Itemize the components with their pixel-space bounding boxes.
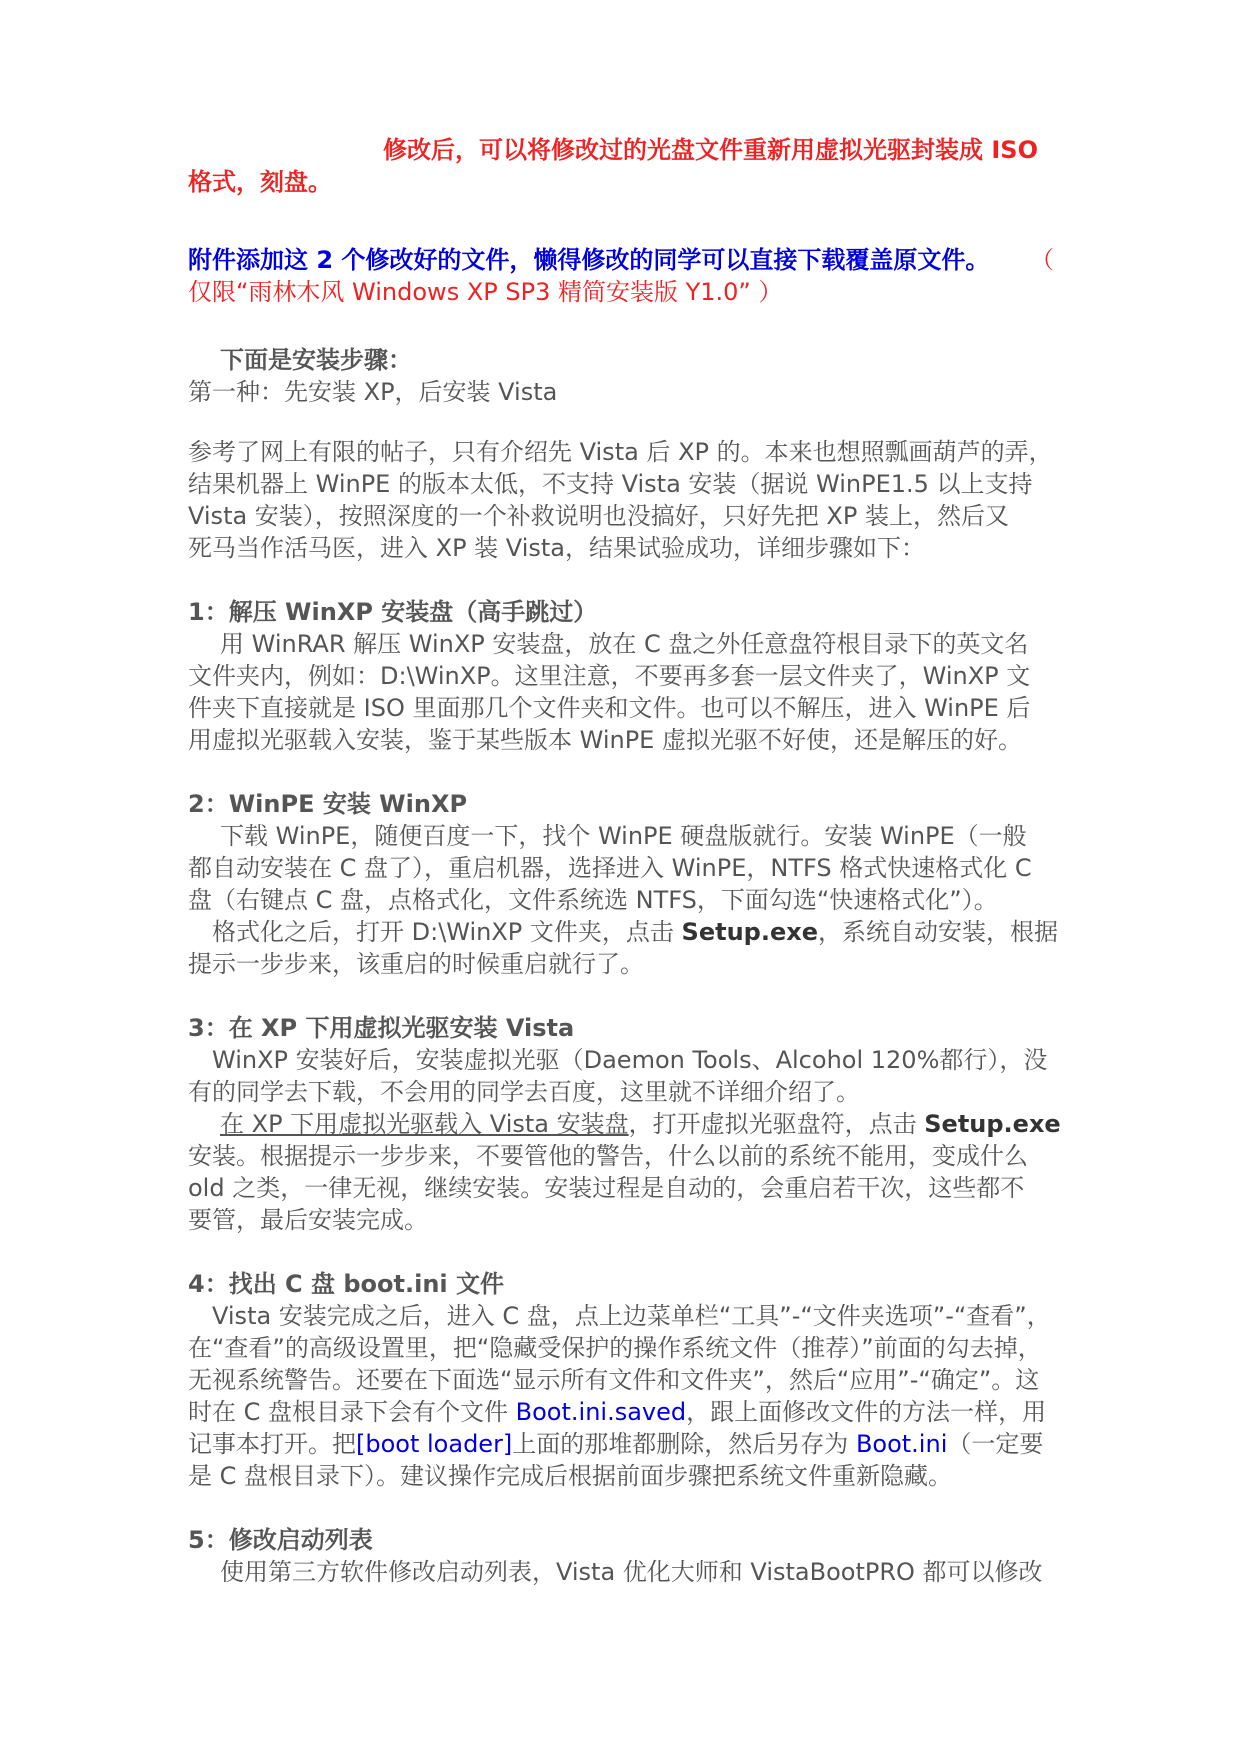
attachment-paren: （ — [1030, 246, 1054, 274]
step2-line-4-post: ，系统自动安装，根据 — [818, 918, 1058, 946]
step4-line-5-mid: 上面的那堆都删除，然后另存为 — [512, 1430, 856, 1458]
step4-line-6: 是 C 盘根目录下）。建议操作完成后根据前面步骤把系统文件重新隐藏。 — [188, 1462, 953, 1490]
step3-line-3-mid: ，打开虚拟光驱盘符，点击 — [628, 1110, 925, 1138]
step3-line-5: old 之类，一律无视，继续安装。安装过程是自动的，会重启若干次，这些都不 — [188, 1174, 1025, 1202]
step4-line-4-post: ，跟上面修改文件的方法一样，用 — [686, 1398, 1047, 1426]
intro-line-2: 格式，刻盘。 — [188, 168, 332, 196]
step1-heading: 1：解压 WinXP 安装盘（高手跳过） — [188, 598, 598, 626]
boot-ini-saved-text: Boot.ini.saved — [515, 1398, 687, 1426]
step5-line-1: 使用第三方软件修改启动列表，Vista 优化大师和 VistaBootPRO 都可以修改 — [220, 1558, 1043, 1586]
para1-line-3: Vista 安装），按照深度的一个补救说明也没搞好，只好先把 XP 装上，然后又 — [188, 502, 1009, 530]
para1-line-4: 死马当作活马医，进入 XP 装 Vista，结果试验成功，详细步骤如下： — [188, 534, 925, 562]
step3-line-6: 要管，最后安装完成。 — [188, 1206, 428, 1234]
steps-title: 下面是安装步骤： — [220, 346, 412, 374]
step3-line-1: WinXP 安装好后，安装虚拟光驱（Daemon Tools、Alcohol 120%都行），没 — [212, 1046, 1048, 1074]
step2-line-1: 下载 WinPE，随便百度一下，找个 WinPE 硬盘版就行。安装 WinPE（一般 — [220, 822, 1027, 850]
attachment-line-1 — [188, 244, 1058, 276]
step4-heading: 4：找出 C 盘 boot.ini 文件 — [188, 1270, 505, 1298]
step2-line-5: 提示一步步来，该重启的时候重启就行了。 — [188, 950, 644, 978]
attachment-line-2: 仅限“雨林木风 Windows XP SP3 精简安装版 Y1.0” ） — [188, 278, 783, 306]
step4-line-2: 在“查看”的高级设置里，把“隐藏受保护的操作系统文件（推荐）”前面的勾去掉， — [188, 1334, 1042, 1362]
step3-underlined-text: 在 XP 下用虚拟光驱载入 Vista 安装盘 — [220, 1110, 629, 1138]
step3-line-2: 有的同学去下载，不会用的同学去百度，这里就不详细介绍了。 — [188, 1078, 860, 1106]
step3-heading: 3：在 XP 下用虚拟光驱安装 Vista — [188, 1014, 575, 1042]
setup-exe-text-2: Setup.exe — [924, 1110, 1061, 1138]
step3-line-4: 安装。根据提示一步步来，不要管他的警告，什么以前的系统不能用，变成什么 — [188, 1142, 1028, 1170]
step2-heading: 2：WinPE 安装 WinXP — [188, 790, 468, 818]
setup-exe-text: Setup.exe — [681, 918, 818, 946]
intro-line-1: 修改后，可以将修改过的光盘文件重新用虚拟光驱封装成 ISO — [383, 136, 1038, 164]
step2-line-4 — [212, 916, 1082, 948]
para1-line-2: 结果机器上 WinPE 的版本太低，不支持 Vista 安装（据说 WinPE1.5 以上支持 — [188, 470, 1033, 498]
step4-line-5-post: （一定要 — [947, 1430, 1044, 1458]
attachment-text: 附件添加这 2 个修改好的文件，懒得修改的同学可以直接下载覆盖原文件。 — [188, 246, 990, 274]
step2-line-4-pre: 格式化之后，打开 D:\WinXP 文件夹，点击 — [212, 918, 682, 946]
step4-line-4 — [188, 1396, 1058, 1428]
step2-line-3: 盘（右键点 C 盘，点格式化，文件系统选 NTFS，下面勾选“快速格式化”）。 — [188, 886, 998, 914]
para1-line-1: 参考了网上有限的帖子，只有介绍先 Vista 后 XP 的。本来也想照瓢画葫芦的弄， — [188, 438, 1053, 466]
method1-title: 第一种：先安装 XP，后安装 Vista — [188, 378, 558, 406]
step3-line-3 — [220, 1108, 1090, 1140]
step1-line-4: 用虚拟光驱载入安装，鉴于某些版本 WinPE 虚拟光驱不好使，还是解压的好。 — [188, 726, 1022, 754]
step4-line-3: 无视系统警告。还要在下面选“显示所有文件和文件夹”，然后“应用”-“确定”。这 — [188, 1366, 1040, 1394]
step2-line-2: 都自动安装在 C 盘了），重启机器，选择进入 WinPE，NTFS 格式快速格式化 C — [188, 854, 1032, 882]
boot-ini-text: Boot.ini — [855, 1430, 948, 1458]
step4-line-4-pre: 时在 C 盘根目录下会有个文件 — [188, 1398, 516, 1426]
step4-line-5 — [188, 1428, 1058, 1460]
step1-line-1: 用 WinRAR 解压 WinXP 安装盘，放在 C 盘之外任意盘符根目录下的英文名 — [220, 630, 1029, 658]
step4-line-1: Vista 安装完成之后，进入 C 盘，点上边菜单栏“工具”-“文件夹选项”-“查看”， — [212, 1302, 1051, 1330]
step1-line-3: 件夹下直接就是 ISO 里面那几个文件夹和文件。也可以不解压，进入 WinPE 后 — [188, 694, 1031, 722]
step1-line-2: 文件夹内，例如：D:\WinXP。这里注意，不要再多套一层文件夹了，WinXP 文 — [188, 662, 1031, 690]
step5-heading: 5：修改启动列表 — [188, 1526, 373, 1554]
step4-line-5-pre: 记事本打开。把 — [188, 1430, 356, 1458]
boot-loader-text: [boot loader] — [356, 1430, 513, 1458]
